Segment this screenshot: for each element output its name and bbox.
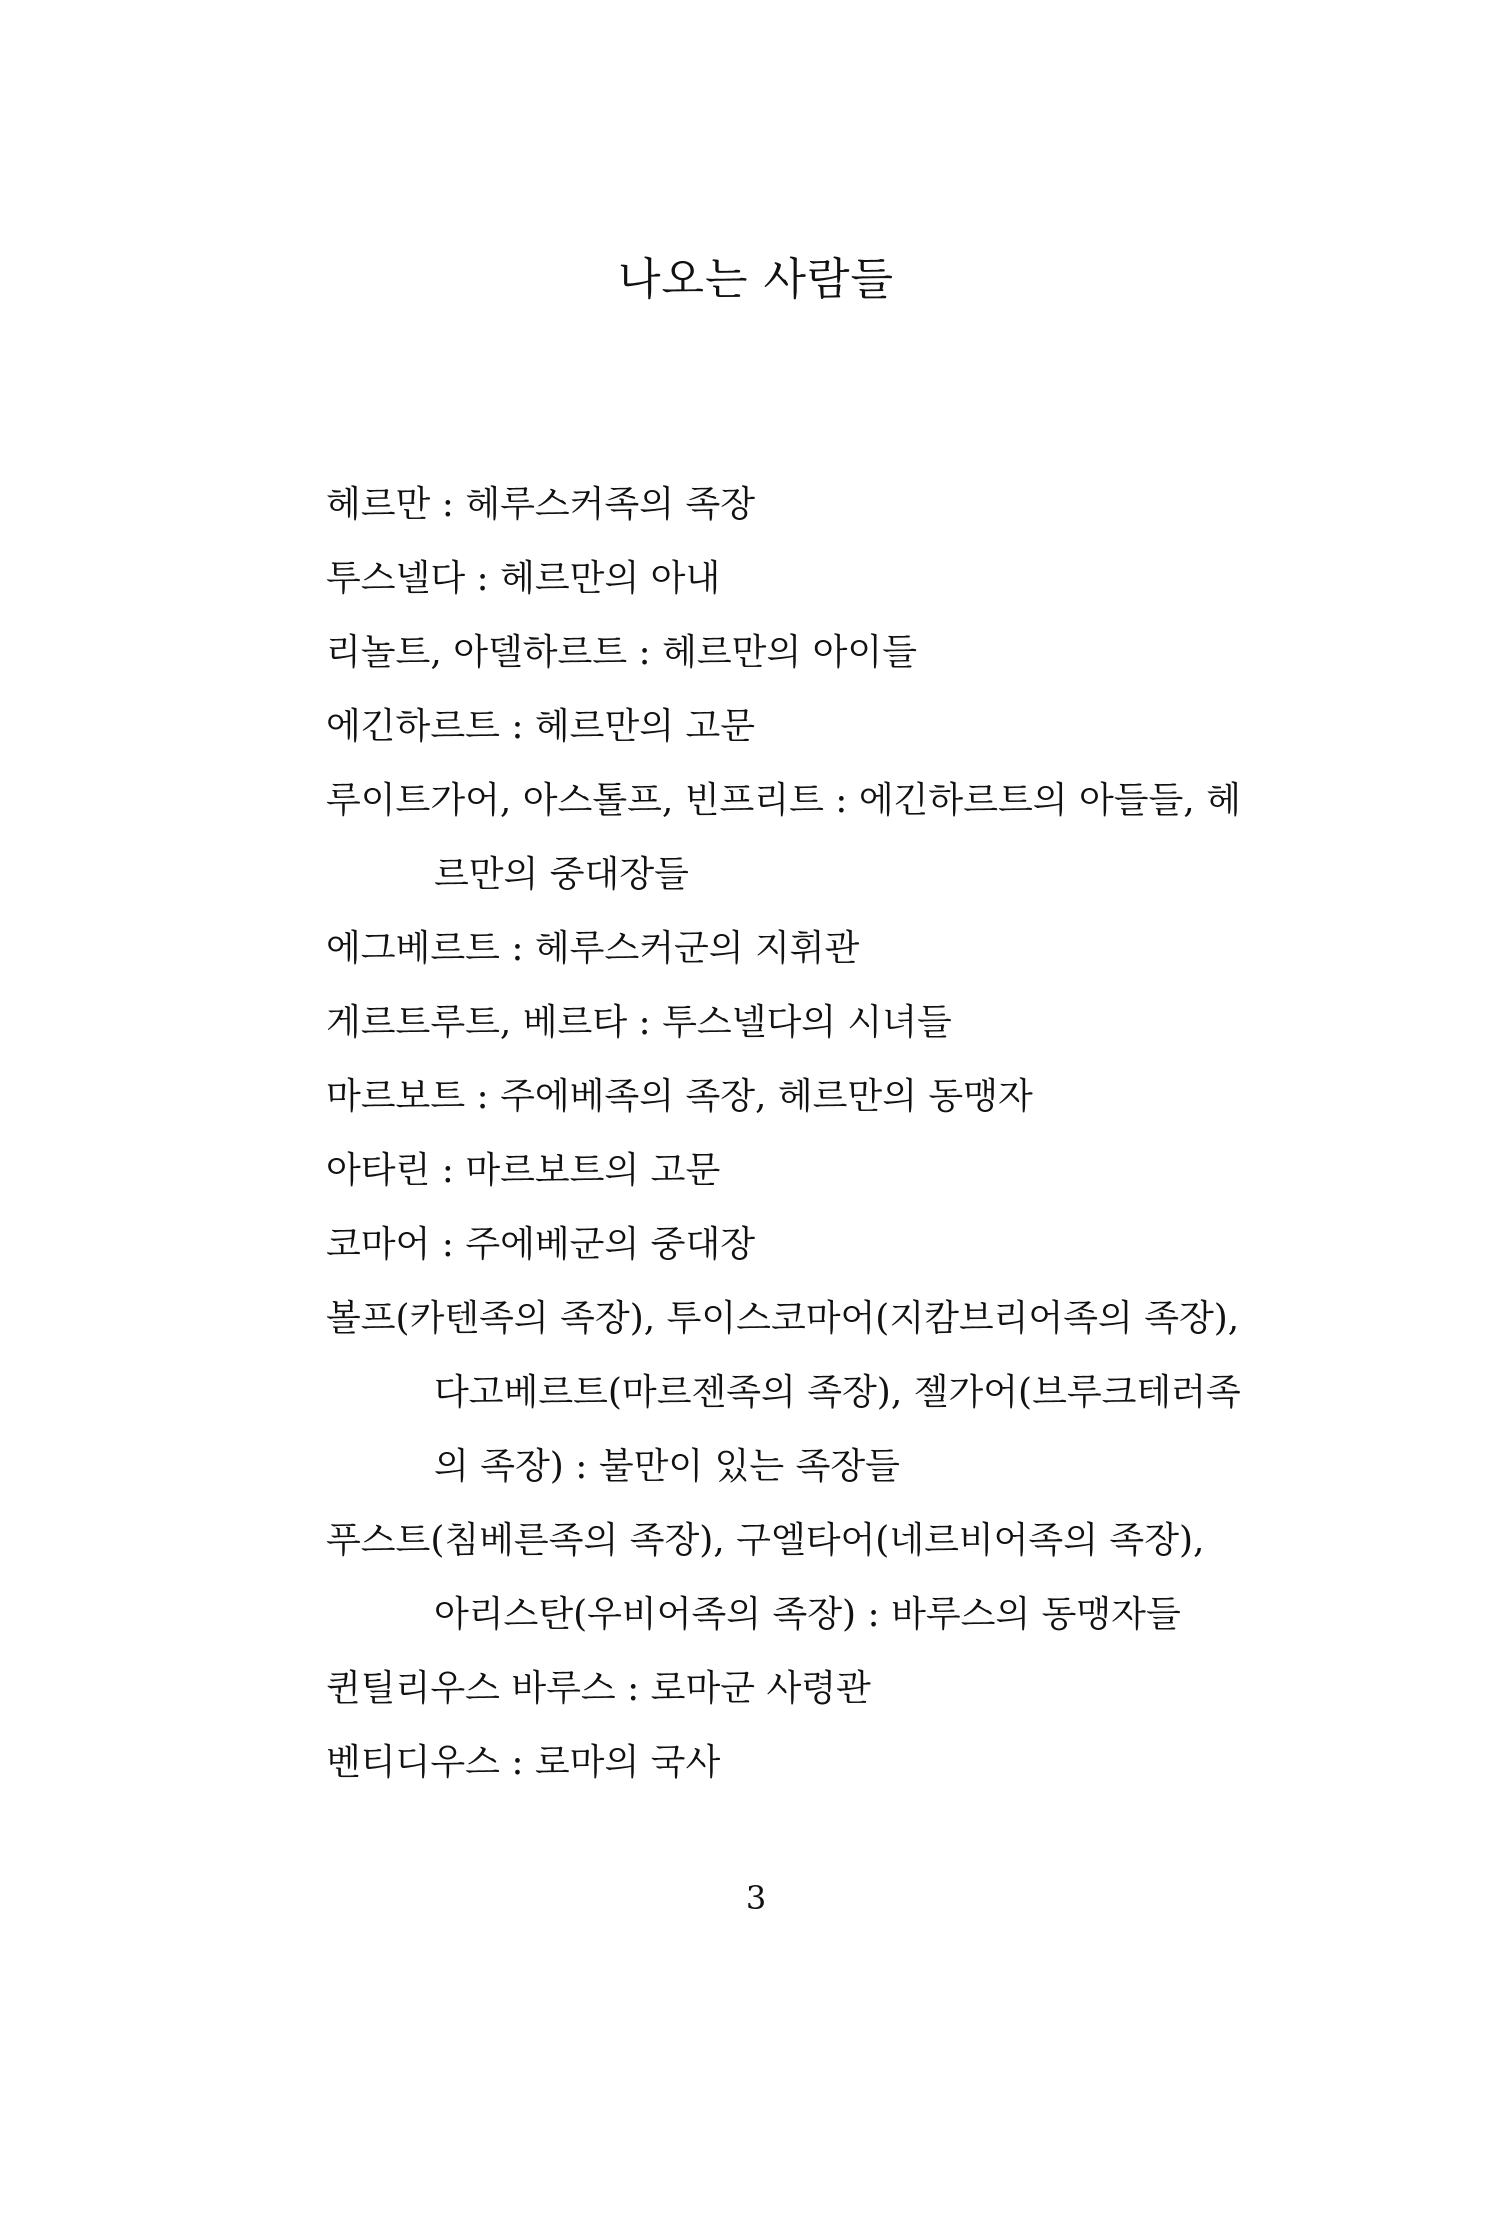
cast-entry: 퀸틸리우스 바루스 : 로마군 사령관 <box>326 1668 871 1709</box>
cast-entry-continuation: 아리스탄(우비어족의 족장) : 바루스의 동맹자들 <box>434 1594 1181 1635</box>
cast-list <box>326 468 1266 1800</box>
cast-entry: 헤르만 : 헤루스커족의 족장 <box>326 484 755 525</box>
cast-entry: 벤티디우스 : 로마의 국사 <box>326 1742 721 1783</box>
cast-entry: 투스넬다 : 헤르만의 아내 <box>326 558 721 599</box>
page-number: 3 <box>745 1879 767 1917</box>
cast-entry: 에그베르트 : 헤루스커군의 지휘관 <box>326 928 860 969</box>
cast-entry-continuation: 르만의 중대장들 <box>434 854 689 895</box>
cast-entry: 게르트루트, 베르타 : 투스넬다의 시녀들 <box>326 1002 952 1043</box>
cast-entry: 볼프(카텐족의 족장), 투이스코마어(지캄브리어족의 족장), <box>326 1298 1240 1339</box>
cast-entry-continuation: 의 족장) : 불만이 있는 족장들 <box>434 1446 900 1487</box>
page-title: 나오는 사람들 <box>617 254 894 305</box>
cast-entry: 마르보트 : 주에베족의 족장, 헤르만의 동맹자 <box>326 1076 1033 1117</box>
cast-entry-continuation: 다고베르트(마르젠족의 족장), 젤가어(브루크테러족 <box>434 1372 1241 1413</box>
cast-entry: 푸스트(침베른족의 족장), 구엘타어(네르비어족의 족장), <box>326 1520 1205 1561</box>
cast-entry: 아타린 : 마르보트의 고문 <box>326 1150 721 1191</box>
cast-entry: 리놀트, 아델하르트 : 헤르만의 아이들 <box>326 632 917 673</box>
cast-entry: 루이트가어, 아스톨프, 빈프리트 : 에긴하르트의 아들들, 헤 <box>326 780 1241 821</box>
cast-entry: 코마어 : 주에베군의 중대장 <box>326 1224 755 1265</box>
cast-entry: 에긴하르트 : 헤르만의 고문 <box>326 706 755 747</box>
